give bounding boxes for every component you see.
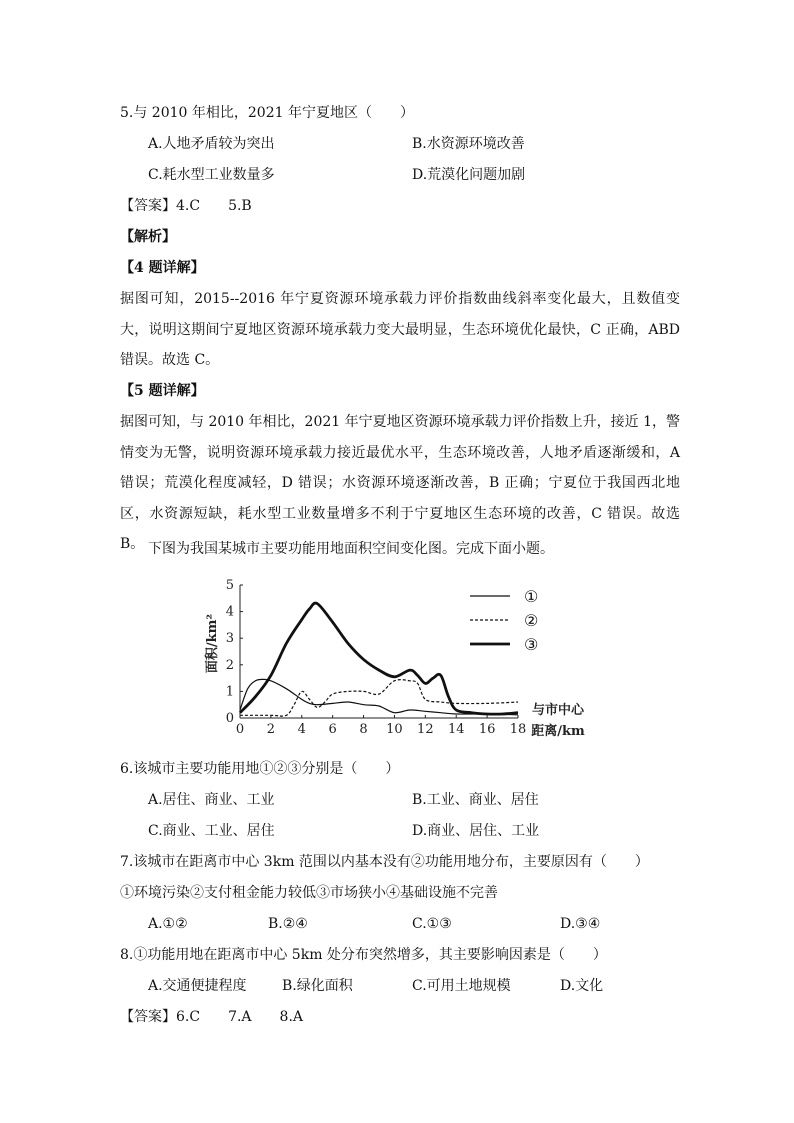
legend-label-2: ②	[524, 611, 539, 630]
q5-detail-text: 据图可知，与 2010 年相比，2021 年宁夏地区资源环境承载力评价指数上升，接近 1，警情变为无警，说明资源环境承载力接近最优水平，生态环境改善，人地矛盾逐渐缓和，A 错误；荒漠化程度减轻，D 错误；水资源环境逐渐改善，B 正确；宁夏位于我国西北地区，水资源短缺，耗水型工业数量增多不利于宁夏地区生态环境的改善，C 错误。故选 B。	[120, 414, 680, 553]
q5-option-a: A.人地矛盾较为突出	[148, 136, 275, 152]
answer-6-8: 【答案】6.C 7.A 8.A	[120, 1009, 304, 1025]
x-tick-label: 8	[359, 722, 368, 737]
q6-option-a: A.居住、商业、工业	[148, 792, 275, 808]
chart-svg	[205, 574, 604, 754]
legend-label-1: ①	[524, 587, 539, 606]
y-tick-label: 0	[225, 711, 234, 726]
question-7-statements: ①环境污染②支付租金能力较低③市场狭小④基础设施不完善	[120, 885, 498, 901]
x-tick-label: 12	[417, 722, 434, 737]
q7-option-b: B.②④	[268, 916, 308, 932]
q8-option-b: B.绿化面积	[282, 978, 353, 994]
q6-option-b: B.工业、商业、居住	[412, 792, 539, 808]
q8-option-c: C.可用土地规模	[412, 978, 511, 994]
analysis-heading: 【解析】	[120, 229, 176, 245]
q5-option-c: C.耗水型工业数量多	[148, 167, 275, 183]
x-tick-label: 10	[386, 722, 403, 737]
x-axis-label: 与市中心	[531, 703, 585, 718]
question-8-stem: 8.①功能用地在距离市中心 5km 处分布突然增多，其主要影响因素是（ ）	[120, 947, 607, 963]
y-axis-label: 面积/km²	[205, 613, 220, 674]
y-tick-label: 4	[225, 604, 234, 620]
q7-option-c: C.①③	[412, 916, 452, 932]
x-axis-label: 距离/km	[531, 724, 585, 739]
q8-option-a: A.交通便捷程度	[148, 978, 247, 994]
question-6-stem: 6.该城市主要功能用地①②③分别是（ ）	[120, 761, 400, 777]
q5-option-d: D.荒漠化问题加剧	[412, 167, 526, 183]
y-tick-label: 2	[225, 657, 234, 673]
q7-option-d: D.③④	[560, 916, 601, 932]
q7-option-a: A.①②	[148, 916, 188, 932]
y-tick-label: 3	[225, 631, 234, 647]
q5-option-b: B.水资源环境改善	[412, 136, 525, 152]
x-tick-label: 4	[297, 722, 306, 737]
q4-detail-heading: 【4 题详解】	[120, 260, 205, 276]
q6-option-d: D.商业、居住、工业	[412, 823, 540, 839]
chart-intro: 下图为我国某城市主要功能用地面积空间变化图。完成下面小题。	[148, 541, 554, 557]
answer-4-5: 【答案】4.C 5.B	[120, 198, 252, 214]
q4-detail-text: 据图可知，2015--2016 年宁夏资源环境承载力评价指数曲线斜率变化最大，且数值变大，说明这期间宁夏地区资源环境承载力变大最明显，生态环境优化最快，C 正确，ABD 错误。故选 C。	[120, 291, 680, 369]
q8-option-d: D.文化	[560, 978, 604, 994]
series-line-2	[240, 680, 518, 716]
x-tick-label: 2	[266, 722, 276, 737]
x-tick-label: 16	[478, 722, 496, 737]
question-7-stem: 7.该城市在距离市中心 3km 范围以内基本没有②功能用地分布，主要原因有（ ）	[120, 854, 649, 870]
q6-option-c: C.商业、工业、居住	[148, 823, 275, 839]
land-use-chart	[205, 574, 604, 754]
x-tick-label: 0	[235, 722, 245, 737]
q5-detail-heading: 【5 题详解】	[120, 383, 205, 399]
series-line-1	[240, 679, 518, 714]
x-tick-label: 18	[509, 722, 527, 737]
x-tick-label: 14	[447, 722, 465, 737]
y-tick-label: 1	[225, 684, 234, 700]
y-tick-label: 5	[225, 578, 234, 593]
x-tick-label: 6	[328, 722, 337, 737]
legend-label-3: ③	[524, 635, 539, 654]
question-5-stem: 5.与 2010 年相比，2021 年宁夏地区（ ）	[120, 105, 414, 121]
